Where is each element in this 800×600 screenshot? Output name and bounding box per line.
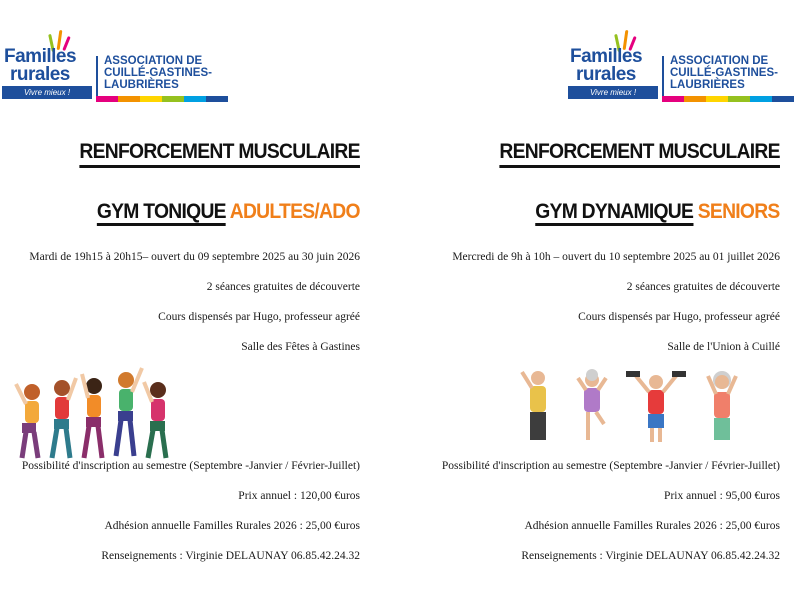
flyer-subtitle bbox=[97, 200, 360, 224]
logo-tagline: Vivre mieux ! bbox=[568, 86, 658, 99]
subtitle-main: GYM TONIQUE bbox=[97, 200, 226, 226]
semester-text: Possibilité d'inscription au semestre (Septembre -Janvier / Février-Juillet) bbox=[21, 460, 360, 472]
coach-text: Cours dispensés par Hugo, professeur agréé bbox=[158, 311, 360, 323]
membership-text: Adhésion annuelle Familles Rurales 2026 : 25,00 €uros bbox=[524, 520, 780, 532]
venue-text: Salle de l'Union à Cuillé bbox=[667, 341, 780, 353]
association-line-2: CUILLÉ-GASTINES- bbox=[104, 67, 212, 79]
association-name bbox=[670, 55, 778, 91]
familles-rurales-logo bbox=[2, 30, 242, 102]
association-line-3: LAUBRIÈRES bbox=[670, 79, 745, 91]
women-stretching-illustration bbox=[12, 362, 182, 462]
familles-rurales-logo bbox=[568, 30, 800, 102]
association-line-2: CUILLÉ-GASTINES- bbox=[670, 67, 778, 79]
schedule-text: Mercredi de 9h à 10h – ouvert du 10 septembre 2025 au 01 juillet 2026 bbox=[452, 251, 780, 263]
seniors-exercising-illustration bbox=[520, 368, 780, 444]
logo-divider bbox=[662, 56, 664, 100]
flyer-title: RENFORCEMENT MUSCULAIRE bbox=[80, 140, 360, 168]
logo-tagline: Vivre mieux ! bbox=[2, 86, 92, 99]
coach-text: Cours dispensés par Hugo, professeur agréé bbox=[578, 311, 780, 323]
logo-word-familles: Familles bbox=[570, 46, 643, 67]
logo-color-stripes bbox=[96, 96, 228, 102]
flyer-title: RENFORCEMENT MUSCULAIRE bbox=[500, 140, 780, 168]
association-line-1: ASSOCIATION DE bbox=[104, 55, 203, 67]
price-text: Prix annuel : 95,00 €uros bbox=[664, 490, 780, 502]
logo-word-familles: Familles bbox=[4, 46, 77, 67]
flyer-adultes-ado bbox=[0, 0, 380, 600]
subtitle-main: GYM DYNAMIQUE bbox=[536, 200, 694, 226]
contact-text: Renseignements : Virginie DELAUNAY 06.85.42.24.32 bbox=[521, 550, 780, 562]
association-line-1: ASSOCIATION DE bbox=[670, 55, 769, 67]
flyer-seniors bbox=[420, 0, 800, 600]
membership-text: Adhésion annuelle Familles Rurales 2026 : 25,00 €uros bbox=[104, 520, 360, 532]
price-text: Prix annuel : 120,00 €uros bbox=[238, 490, 360, 502]
contact-text: Renseignements : Virginie DELAUNAY 06.85.42.24.32 bbox=[101, 550, 360, 562]
logo-mark bbox=[568, 30, 658, 102]
subtitle-accent: ADULTES/ADO bbox=[229, 200, 360, 223]
semester-text: Possibilité d'inscription au semestre (Septembre -Janvier / Février-Juillet) bbox=[441, 460, 780, 472]
flyer-subtitle bbox=[536, 200, 780, 224]
logo-word-rurales: rurales bbox=[576, 64, 636, 85]
logo-divider bbox=[96, 56, 98, 100]
association-line-3: LAUBRIÈRES bbox=[104, 79, 179, 91]
logo-mark bbox=[2, 30, 92, 102]
trial-text: 2 séances gratuites de découverte bbox=[626, 281, 780, 293]
subtitle-accent: SENIORS bbox=[698, 200, 780, 223]
trial-text: 2 séances gratuites de découverte bbox=[206, 281, 360, 293]
schedule-text: Mardi de 19h15 à 20h15– ouvert du 09 septembre 2025 au 30 juin 2026 bbox=[29, 251, 360, 263]
logo-word-rurales: rurales bbox=[10, 64, 70, 85]
venue-text: Salle des Fêtes à Gastines bbox=[241, 341, 360, 353]
association-name bbox=[104, 55, 212, 91]
logo-color-stripes bbox=[662, 96, 794, 102]
